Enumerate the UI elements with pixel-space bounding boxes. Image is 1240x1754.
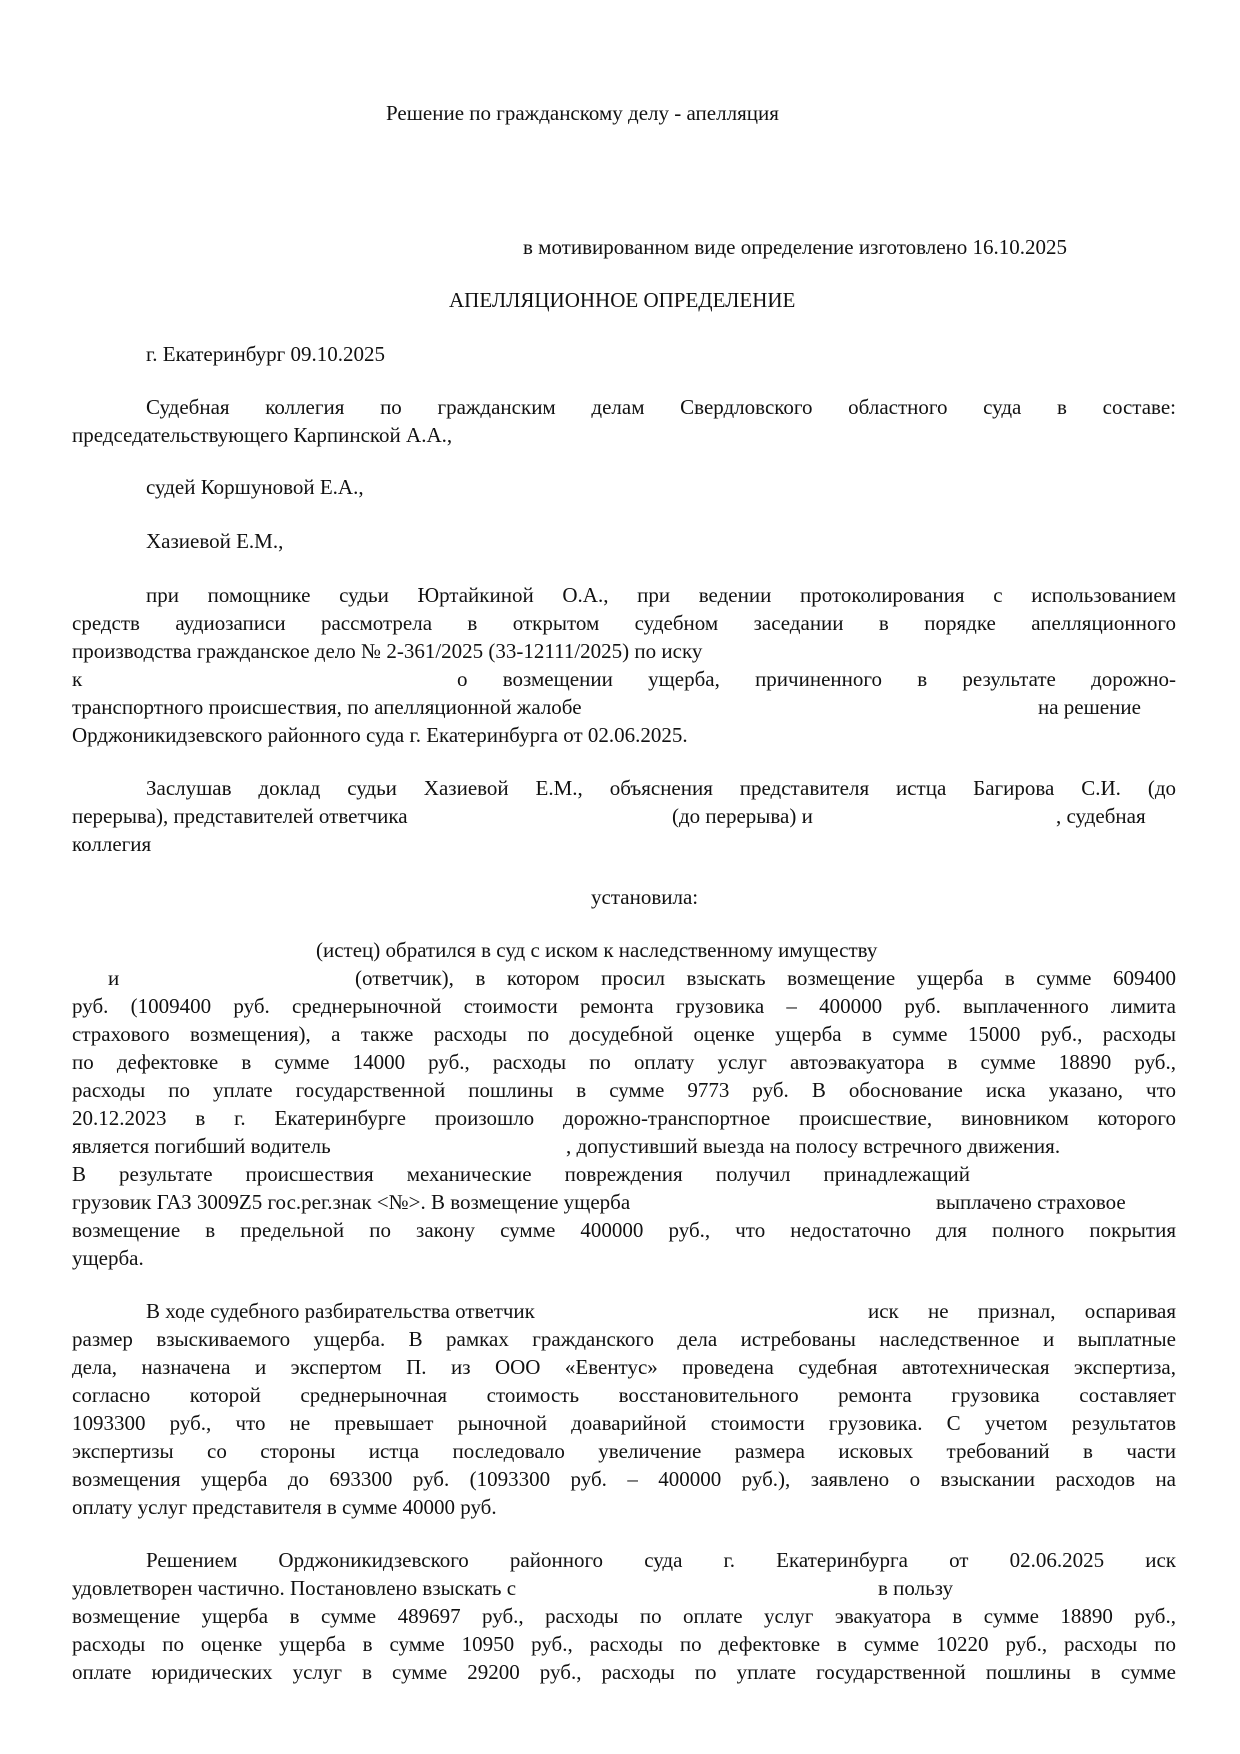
- judge-2: Хазиевой Е.М.,: [146, 529, 284, 553]
- hearing-line-2b: (до перерыва) и: [672, 804, 813, 828]
- para3-line-1: Решением Орджоникидзевского районного суда г. Екатеринбурга от 02.06.2025 иск: [146, 1548, 1176, 1572]
- para1-line-2b: (ответчик), в котором просил взыскать возмещение ущерба в сумме 609400: [355, 966, 1176, 990]
- para1-line-10a: грузовик ГАЗ 3009Z5 гос.рег.знак <№>. В возмещение ущерба: [72, 1190, 631, 1214]
- para1-line-8b: , допустивший выезда на полосу встречного движения.: [566, 1134, 1061, 1158]
- para1-line-1: (истец) обратился в суд с иском к наследственному имуществу: [316, 938, 878, 962]
- para1-line-10b: выплачено страховое: [936, 1190, 1126, 1214]
- para2-line-5: 1093300 руб., что не превышает рыночной доаварийной стоимости грузовика. С учетом результатов: [72, 1411, 1176, 1435]
- para3-line-2b: в пользу: [878, 1576, 954, 1600]
- para3-line-3: возмещение ущерба в сумме 489697 руб., расходы по оплате услуг эвакуатора в сумме 18890 руб.,: [72, 1604, 1176, 1628]
- intro-line-5a: транспортного происшествия, по апелляционной жалобе: [72, 695, 582, 719]
- para3-line-5: оплате юридических услуг в сумме 29200 руб., расходы по уплате государственной пошлины в сумме: [72, 1660, 1176, 1684]
- judge-1: судей Коршуновой Е.А.,: [146, 475, 364, 499]
- para1-line-12: ущерба.: [72, 1246, 144, 1270]
- established-heading: установила:: [591, 885, 699, 909]
- document-title: Решение по гражданскому делу - апелляция: [386, 101, 779, 125]
- intro-line-4: о возмещении ущерба, причиненного в результате дорожно-: [457, 667, 1176, 691]
- para1-line-8a: является погибший водитель: [72, 1134, 331, 1158]
- composition-line-2: председательствующего Карпинской А.А.,: [72, 423, 453, 447]
- para1-line-5: по дефектовке в сумме 14000 руб., расходы по оплату услуг автоэвакуатора в сумме 18890 руб.,: [72, 1050, 1176, 1074]
- composition-line-1: Судебная коллегия по гражданским делам Свердловского областного суда в составе:: [146, 395, 1176, 419]
- hearing-line-2c: , судебная: [1056, 804, 1146, 828]
- para2-line-3: дела, назначена и экспертом П. из ООО «Евентус» проведена судебная автотехническая экспертиза,: [72, 1355, 1176, 1379]
- para2-line-1b: иск не признал, оспаривая: [868, 1299, 1176, 1323]
- para2-line-7: возмещения ущерба до 693300 руб. (1093300 руб. – 400000 руб.), заявлено о взыскании расходов на: [72, 1467, 1176, 1491]
- place-date: г. Екатеринбург 09.10.2025: [146, 342, 385, 366]
- para1-line-7: 20.12.2023 в г. Екатеринбурге произошло дорожно-транспортное происшествие, виновником которого: [72, 1106, 1176, 1130]
- para3-line-2a: удовлетворен частично. Постановлено взыскать с: [72, 1576, 517, 1600]
- para3-line-4: расходы по оценке ущерба в сумме 10950 руб., расходы по дефектовке в сумме 10220 руб., расходы по: [72, 1632, 1176, 1656]
- intro-line-2: средств аудиозаписи рассмотрела в открытом судебном заседании в порядке апелляционного: [72, 611, 1176, 635]
- intro-line-1: при помощнике судьи Юртайкиной О.А., при ведении протоколирования с использованием: [146, 583, 1176, 607]
- para2-line-1a: В ходе судебного разбирательства ответчик: [146, 1299, 535, 1323]
- intro-line-4-k: к: [72, 667, 83, 691]
- hearing-line-2a: перерыва), представителей ответчика: [72, 804, 408, 828]
- para2-line-4: согласно которой среднерыночная стоимость восстановительного ремонта грузовика составляет: [72, 1383, 1176, 1407]
- para1-line-2a: и: [108, 966, 120, 990]
- hearing-line-1: Заслушав доклад судьи Хазиевой Е.М., объяснения представителя истца Багирова С.И. (до: [146, 776, 1176, 800]
- para1-line-11: возмещение в предельной по закону сумме 400000 руб., что недостаточно для полного покрытия: [72, 1218, 1176, 1242]
- para1-line-3: руб. (1009400 руб. среднерыночной стоимости ремонта грузовика – 400000 руб. выплаченного лимита: [72, 994, 1176, 1018]
- intro-line-6: Орджоникидзевского районного суда г. Екатеринбурга от 02.06.2025.: [72, 723, 688, 747]
- para2-line-2: размер взыскиваемого ущерба. В рамках гражданского дела истребованы наследственное и выплатные: [72, 1327, 1176, 1351]
- intro-line-3: производства гражданское дело № 2-361/2025 (33-12111/2025) по иску: [72, 639, 703, 663]
- para2-line-8: оплату услуг представителя в сумме 40000 руб.: [72, 1495, 497, 1519]
- hearing-line-3: коллегия: [72, 832, 152, 856]
- doc-type-heading: АПЕЛЛЯЦИОННОЕ ОПРЕДЕЛЕНИЕ: [449, 288, 796, 312]
- para1-line-4: страхового возмещения), а также расходы по досудебной оценке ущерба в сумме 15000 руб., расходы: [72, 1022, 1176, 1046]
- para2-line-6: экспертизы со стороны истца последовало увеличение размера исковых требований в части: [72, 1439, 1176, 1463]
- intro-line-5b: на решение: [1038, 695, 1141, 719]
- made-date-note: в мотивированном виде определение изготовлено 16.10.2025: [523, 235, 1068, 259]
- para1-line-9: В результате происшествия механические повреждения получил принадлежащий: [72, 1162, 970, 1186]
- para1-line-6: расходы по уплате государственной пошлины в сумме 9773 руб. В обоснование иска указано, что: [72, 1078, 1176, 1102]
